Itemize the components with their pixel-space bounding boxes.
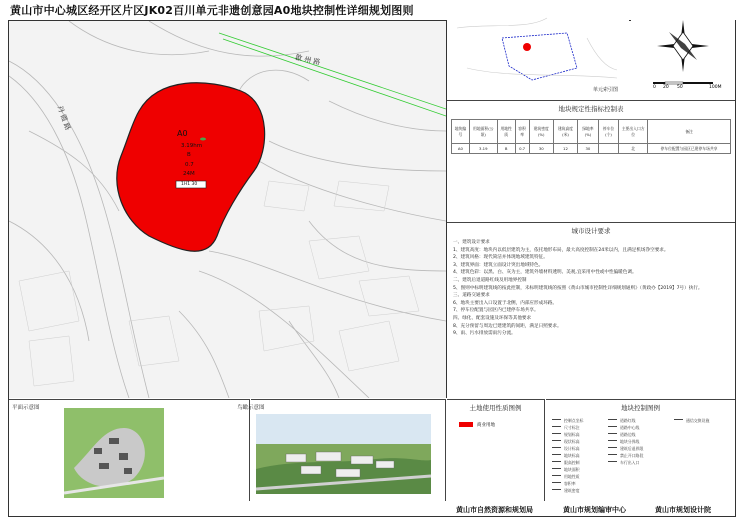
legend-label: 用地性质 xyxy=(564,474,580,479)
col-header: 地块编号 xyxy=(452,120,470,144)
index-map-title: 单元索引图 xyxy=(593,87,619,93)
parcel-area: 3.19hm xyxy=(181,143,203,149)
legend-label: 道路中心线 xyxy=(620,425,640,430)
cell: 30 xyxy=(529,144,553,154)
legend-item xyxy=(552,488,580,494)
land-legend-title: 土地使用性质图例 xyxy=(469,404,522,412)
legend-item xyxy=(608,446,643,452)
design-line: 三、道路交通要求 xyxy=(453,293,490,299)
legend-item xyxy=(608,460,639,466)
legend-label: 地块分界线 xyxy=(620,439,640,444)
table-row xyxy=(452,144,731,154)
cell: 北 xyxy=(619,144,648,154)
legend-item xyxy=(552,474,580,480)
index-map-drawing xyxy=(447,8,629,94)
legend-symbol-icon xyxy=(674,419,683,423)
design-title: 城市设计要求 xyxy=(571,227,611,235)
legend-item xyxy=(608,418,636,424)
legend-symbol-icon xyxy=(552,419,561,423)
land-legend-panel xyxy=(447,399,545,501)
design-line: 9、雨、污水排放需雨污分流。 xyxy=(453,331,516,337)
legend-item xyxy=(608,425,639,431)
parcel-landuse: B xyxy=(187,152,191,158)
design-panel xyxy=(447,222,735,398)
legend-item xyxy=(552,453,580,459)
cell: 12 xyxy=(553,144,577,154)
col-header: 用地性质 xyxy=(497,120,515,144)
col-header: 停车位(个) xyxy=(598,120,619,144)
legend-label: 车行出入口 xyxy=(620,460,640,465)
legend-symbol-icon xyxy=(608,419,617,423)
plan-label: 平面示意图 xyxy=(12,405,40,411)
road-label-north: 歙 州 路 xyxy=(294,53,322,67)
parcel-far: 0.7 xyxy=(185,162,194,168)
legend-symbol-icon xyxy=(552,440,561,444)
cell: 30 xyxy=(578,144,599,154)
parcel-box-label: 1H1 30 xyxy=(181,182,198,187)
legend-item xyxy=(674,418,709,424)
main-map xyxy=(9,21,447,398)
scale-label-50: 50 xyxy=(677,85,683,90)
col-header: 主要出入口方位 xyxy=(619,120,648,144)
agency-design-institute: 黄山市规划设计院 xyxy=(655,506,711,514)
design-line: 1、建筑高度：地块内以低层建筑为主，依托地形布局，最大高度控制在24米以内，且满足机场净空要求。 xyxy=(453,247,669,253)
legend-symbol-icon xyxy=(552,482,561,486)
legend-symbol-icon xyxy=(552,454,561,458)
page-title: 黄山市中心城区经开区片区JK02百川单元非遗创意园A0地块控制性详细规划图则 xyxy=(10,4,414,17)
col-header: 用地面积(公顷) xyxy=(469,120,497,144)
legend-label: 道路红线 xyxy=(620,418,636,423)
legend-label: 限高控制 xyxy=(564,460,580,465)
plan-image xyxy=(64,408,164,498)
cell: B xyxy=(497,144,515,154)
control-table-title: 地块规定性指标控制表 xyxy=(558,105,624,113)
legend-symbol-icon xyxy=(608,461,617,465)
cell: 0.7 xyxy=(515,144,529,154)
legend-label: 尺寸标注 xyxy=(564,425,580,430)
col-header: 绿地率(%) xyxy=(578,120,599,144)
legend-label: 控制点坐标 xyxy=(564,418,584,423)
legend-label-commercial: 商业用地 xyxy=(477,423,495,428)
legend-label: 建筑后退界限 xyxy=(620,446,644,451)
legend-item xyxy=(608,453,643,459)
design-line: 8、充分预留与周边已建建筑的间距，满足日照要求。 xyxy=(453,323,562,329)
col-header: 容积率 xyxy=(515,120,529,144)
legend-symbol-icon xyxy=(608,440,617,444)
legend-item xyxy=(608,432,636,438)
scale-label-0: 0 xyxy=(653,85,656,90)
parcel-height: 24M xyxy=(183,171,195,177)
legend-item xyxy=(552,439,580,445)
agency-land-resources: 黄山市自然资源和规划局 xyxy=(456,506,533,514)
design-line: 6、地块主要出入口设置于北侧，内部应形成环路。 xyxy=(453,300,557,306)
cell: 停车位配置与园区已建停车场共享 xyxy=(648,144,731,154)
cell xyxy=(598,144,619,154)
legend-symbol-icon xyxy=(552,468,561,472)
legend-symbol-icon xyxy=(552,433,561,437)
legend-label: 地块标高 xyxy=(564,453,580,458)
design-line: 4、建筑色彩：以黑、白、灰为主，建筑外墙材料透明、美观,宜采用中性或中性偏暖色调。 xyxy=(453,270,637,276)
control-legend-title: 地块控制图例 xyxy=(621,404,660,412)
legend-symbol-icon xyxy=(608,426,617,430)
legend-label: 现状标高 xyxy=(564,439,580,444)
legend-item xyxy=(552,481,576,487)
control-legend-panel xyxy=(546,399,735,501)
agency-review-center: 黄山市规划编审中心 xyxy=(563,506,626,514)
legend-item xyxy=(552,467,580,473)
control-table-panel xyxy=(447,100,735,220)
legend-item xyxy=(552,418,583,424)
legend-label: 道路边线 xyxy=(620,432,636,437)
legend-symbol-icon xyxy=(552,426,561,430)
parcel-id: A0 xyxy=(177,129,188,138)
design-line: 一、建筑设计要求 xyxy=(453,240,490,245)
legend-label: 规划标高 xyxy=(564,432,580,437)
legend-symbol-icon xyxy=(608,454,617,458)
aerial-label: 鸟瞰示意图 xyxy=(237,405,265,411)
legend-symbol-icon xyxy=(552,461,561,465)
legend-symbol-icon xyxy=(552,475,561,479)
col-header: 建筑高度(米) xyxy=(553,120,577,144)
legend-item xyxy=(552,425,580,431)
legend-label: 地块面积 xyxy=(564,467,580,472)
control-table xyxy=(451,119,731,154)
aerial-image xyxy=(256,414,431,494)
legend-symbol-icon xyxy=(552,447,561,451)
legend-label: 设计标高 xyxy=(564,446,580,451)
cell: A0 xyxy=(452,144,470,154)
cell: 3.19 xyxy=(469,144,497,154)
legend-swatch-commercial xyxy=(459,422,473,427)
aerial-panel xyxy=(237,399,446,501)
map-drawing xyxy=(9,21,446,398)
index-map-panel xyxy=(447,8,629,94)
design-line: 7、停车位配置与园区内已建停车场共享。 xyxy=(453,308,539,314)
compass-panel xyxy=(631,8,735,94)
col-header: 建筑密度(%) xyxy=(529,120,553,144)
legend-label: 禁止开口路段 xyxy=(620,453,644,458)
road-label-west: 丹 霞 路 xyxy=(55,104,72,132)
design-line: 3、建筑界面：建筑立面设计突出地域特色。 xyxy=(453,262,544,268)
legend-label: 通信交换设施 xyxy=(686,418,710,423)
legend-item xyxy=(552,460,580,466)
design-line: 5、图则中标明建筑线的按此控制，未标明建筑线的按照《黄山市城市控制性详细规划通则》（黄政办【2019】7号）执行。 xyxy=(453,285,703,291)
legend-item xyxy=(552,446,580,452)
legend-label: 建筑密度 xyxy=(564,488,580,493)
scale-label-20: 20 xyxy=(663,85,669,90)
legend-label: 容积率 xyxy=(564,481,576,486)
legend-symbol-icon xyxy=(608,433,617,437)
design-line: 2、建筑风格：现代简洁并体现地域建筑特征。 xyxy=(453,255,548,261)
design-line: 四、绿化、配套设施及环保等其他要求 xyxy=(453,315,532,321)
plan-panel xyxy=(9,399,250,501)
legend-symbol-icon xyxy=(552,489,561,493)
legend-item xyxy=(552,432,580,438)
design-line: 二、建筑后退道路红线及用地界控制 xyxy=(453,277,527,283)
legend-symbol-icon xyxy=(608,447,617,451)
legend-item xyxy=(608,439,639,445)
col-header: 备注 xyxy=(648,120,731,144)
scale-label-100m: 100M xyxy=(709,85,722,90)
control-table-header-row xyxy=(452,120,731,144)
compass-icon xyxy=(631,8,735,94)
